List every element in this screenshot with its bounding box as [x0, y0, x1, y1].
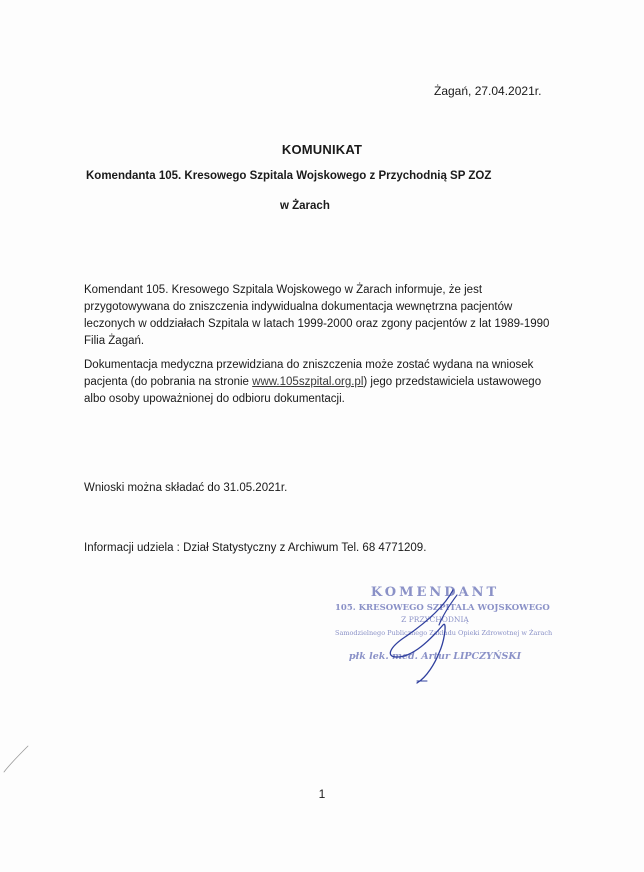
page-number: 1: [318, 787, 326, 801]
stamp-unit: 105. KRESOWEGO SZPITALA WOJSKOWEGO: [335, 603, 550, 613]
handwritten-signature: [335, 585, 553, 685]
request-paragraph: [84, 357, 564, 408]
request-paragraph-end: ) jego przedstawiciela ustawowego albo osoby upoważnionej do odbioru dokumentacji.: [84, 376, 542, 405]
document-title: KOMUNIKAT: [281, 142, 363, 157]
request-paragraph-start: Dokumentacja medyczna przewidziana do zniszczenia może zostać wydana na wniosek pacjenta (do pobrania na stronie: [84, 359, 534, 388]
stamp-place: Z PRZYCHODNIĄ: [401, 615, 469, 624]
stamp-title: KOMENDANT: [370, 585, 500, 600]
document-subtitle-line2: w Żarach: [280, 200, 330, 212]
hospital-website-link[interactable]: www.105szpital.org.pl: [252, 376, 364, 388]
pen-stroke-mark: [0, 740, 40, 780]
stamp-person: płk lek. med. Artur LIPCZYŃSKI: [348, 651, 522, 662]
contact-info-text: Informacji udziela : Dział Statystyczny z Archiwum Tel. 68 4771209.: [84, 542, 427, 554]
stamp-org: Samodzielnego Publicznego Zakładu Opieki Zdrowotnej w Żarach: [335, 629, 553, 637]
deadline-text: Wnioski można składać do 31.05.2021r.: [84, 482, 288, 494]
document-subtitle-line1: Komendanta 105. Kresowego Szpitala Wojskowego z Przychodnią SP ZOZ: [86, 170, 492, 182]
official-stamp: [335, 585, 553, 685]
document-date: Żagań, 27.04.2021r.: [434, 84, 542, 98]
announcement-paragraph: Komendant 105. Kresowego Szpitala Wojskowego w Żarach informuje, że jest przygotowywana do zniszczenia indywidualna dokumentacja wewnętrzna pacjentów leczonych w oddziałach Szpitala w latach 1999-2000 oraz zgony pacjentów z lat 1989-1990 Filia Żagań.: [84, 284, 550, 347]
